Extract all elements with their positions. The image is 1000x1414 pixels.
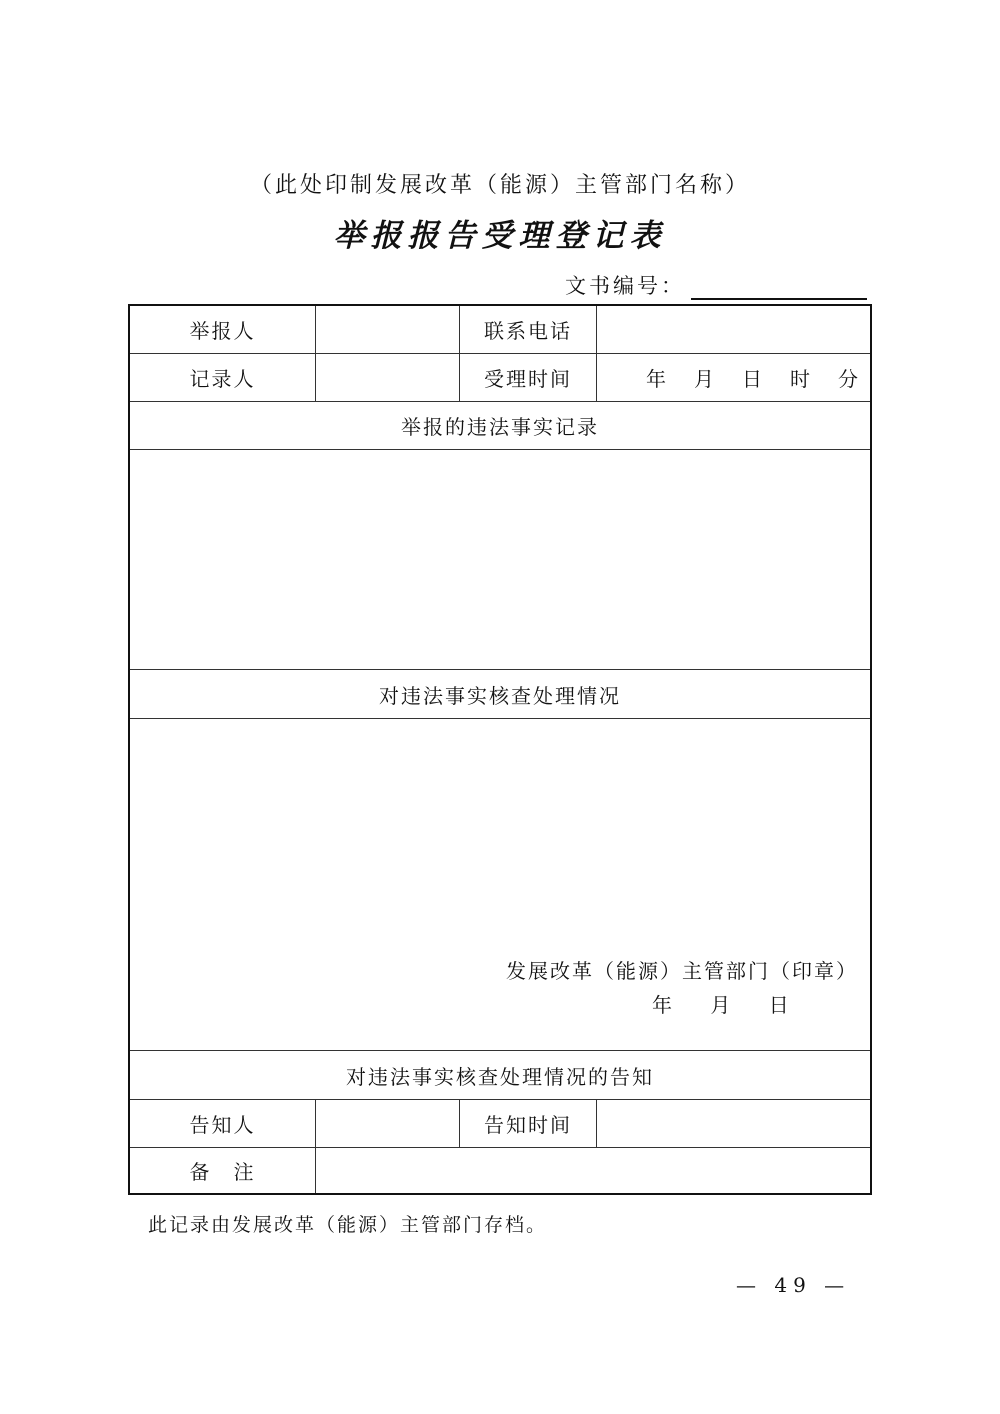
table-row-notifier (130, 1100, 870, 1148)
department-stamp-line: 发展改革（能源）主管部门（印章） (506, 959, 858, 983)
document-title: 举报报告受理登记表 (333, 218, 667, 254)
reporter-label: 举报人 (130, 306, 316, 353)
remarks-label: 备 注 (130, 1148, 316, 1193)
notice-time-field[interactable] (597, 1100, 870, 1147)
reporter-field[interactable] (316, 306, 460, 353)
verification-record-area[interactable] (130, 719, 870, 1051)
verification-section-title: 对违法事实核查处理情况 (130, 670, 870, 719)
document-number-field[interactable] (691, 274, 867, 300)
stamp-month-unit: 月 (710, 993, 731, 1017)
table-row-reporter (130, 306, 870, 354)
stamp-year-unit: 年 (652, 993, 672, 1017)
day-unit: 日 (742, 367, 764, 391)
hour-unit: 时 (790, 367, 812, 391)
contact-phone-label: 联系电话 (460, 306, 597, 353)
stamp-date-line (652, 989, 821, 1018)
facts-record-area[interactable] (130, 450, 870, 670)
page-number: — 49 — (736, 1273, 851, 1297)
table-row-recorder (130, 354, 870, 402)
recorder-field[interactable] (316, 354, 460, 401)
month-unit: 月 (694, 367, 716, 391)
accept-time-field[interactable] (597, 354, 870, 401)
stamp-day-unit: 日 (768, 993, 789, 1017)
notice-section-title: 对违法事实核查处理情况的告知 (130, 1051, 870, 1100)
notice-time-label: 告知时间 (460, 1100, 597, 1147)
table-row-remarks (130, 1148, 870, 1193)
registration-form-table (128, 304, 872, 1195)
recorder-label: 记录人 (130, 354, 316, 401)
minute-unit: 分 (838, 367, 860, 391)
accept-time-label: 受理时间 (460, 354, 597, 401)
organization-name-placeholder: （此处印制发展改革（能源）主管部门名称） (249, 173, 750, 198)
document-number-line (565, 270, 867, 300)
facts-section-title: 举报的违法事实记录 (130, 402, 870, 450)
remarks-field[interactable] (316, 1148, 870, 1193)
archive-note: 此记录由发展改革（能源）主管部门存档。 (148, 1214, 548, 1236)
contact-phone-field[interactable] (597, 306, 870, 353)
document-number-label: 文书编号： (565, 274, 685, 298)
notifier-field[interactable] (316, 1100, 460, 1147)
notifier-label: 告知人 (130, 1100, 316, 1147)
year-unit: 年 (646, 367, 668, 391)
